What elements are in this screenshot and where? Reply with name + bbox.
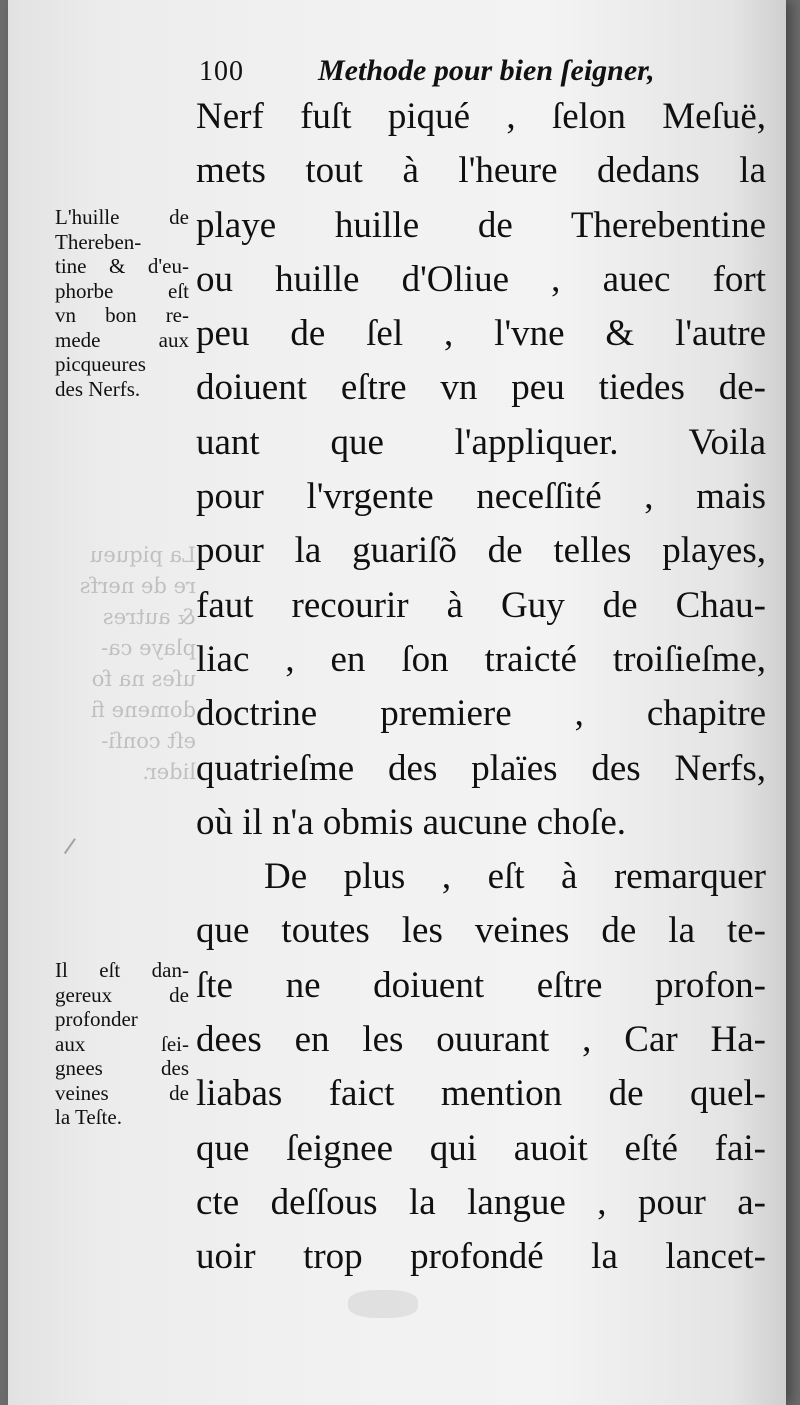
running-title: Methode pour bien ſeigner, <box>318 54 655 87</box>
margin-note-line: gnees des <box>55 1056 189 1080</box>
ink-mark <box>64 838 84 860</box>
running-header <box>193 48 753 92</box>
body-text <box>196 90 766 1285</box>
text-line: doctrine premiere , chapitre <box>196 693 766 735</box>
margin-note-line: Il eſt dan- <box>55 958 189 982</box>
margin-note-line: gereux de <box>55 982 189 1007</box>
text-line: quatrieſme des plaïes des Nerfs, <box>196 747 766 789</box>
margin-note-line: aux ſei- <box>55 1031 189 1056</box>
margin-note-line: phorbe eſt <box>55 278 189 303</box>
text-line: pour la guariſõ de telles playes, <box>196 530 766 572</box>
margin-note-line: la Teſte. <box>55 1105 122 1129</box>
text-line: liac , en ſon traicté troiſieſme, <box>196 638 766 680</box>
text-line: Nerf fuſt piqué , ſelon Meſuë, <box>196 96 766 137</box>
text-line: faut recourir à Guy de Chau- <box>196 584 766 626</box>
text-line: où il n'a obmis aucune choſe. <box>196 801 626 843</box>
text-line: pour l'vrgente neceſſité , mais <box>196 476 766 518</box>
text-line: mets tout à l'heure dedans la <box>196 150 766 192</box>
text-line: ou huille d'Oliue , auec fort <box>196 258 766 300</box>
margin-note-line: picqueures <box>55 352 146 376</box>
text-line: uoir trop profondé la lancet- <box>196 1236 766 1278</box>
text-line: cte deſſous la langue , pour a- <box>196 1181 766 1223</box>
page-smudge <box>348 1290 418 1318</box>
margin-note-line: veines de <box>55 1080 189 1105</box>
margin-note-line: mede aux <box>55 327 189 352</box>
margin-note-line: Thereben- <box>55 229 142 254</box>
margin-note-line: L'huille de <box>55 205 189 229</box>
show-through-text: La piqueu re de nerfs & autres playe ca- uſes na fo domene fi eſt conſi- lider. <box>79 543 196 784</box>
margin-note-line: profonder <box>55 1007 138 1031</box>
margin-note-line: des Nerfs. <box>55 376 141 401</box>
margin-note-line: vn bon re- <box>55 303 189 327</box>
text-line: playe huille de Therebentine <box>196 204 766 246</box>
page-number: 100 <box>199 56 244 87</box>
text-line: ſte ne doiuent eſtre profon- <box>196 964 766 1006</box>
text-line: dees en les ouurant , Car Ha- <box>196 1019 766 1061</box>
text-line: liabas faict mention de quel- <box>196 1073 766 1115</box>
text-line: que toutes les veines de la te- <box>196 910 766 952</box>
margin-note <box>55 958 189 1130</box>
margin-note <box>55 205 189 401</box>
text-line: uant que l'appliquer. Voila <box>196 421 766 463</box>
text-line: peu de ſel , l'vne & l'autre <box>196 313 766 355</box>
text-line: De plus , eſt à remarquer <box>264 856 766 898</box>
text-line: que ſeignee qui auoit eſté fai- <box>196 1127 766 1169</box>
margin-note-line: tine & d'eu- <box>55 254 189 278</box>
book-page <box>8 0 786 1405</box>
text-line: doiuent eſtre vn peu tiedes de- <box>196 367 766 409</box>
